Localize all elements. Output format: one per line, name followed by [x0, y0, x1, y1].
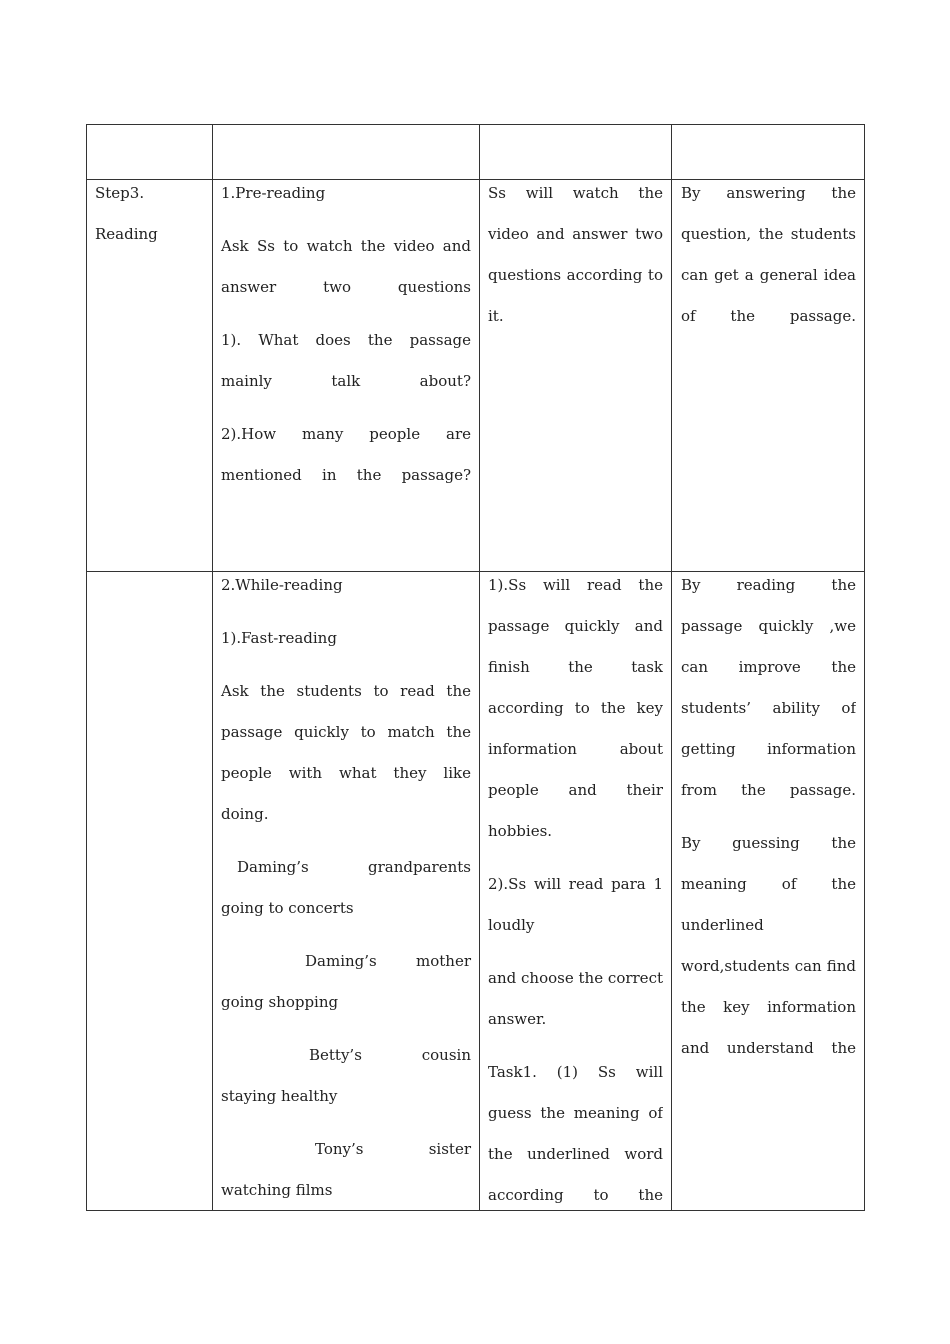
match-hobby: watching films — [221, 1181, 333, 1199]
match-item — [221, 1035, 471, 1117]
step-cell — [95, 173, 203, 255]
match-person: Daming’s grandparents — [237, 858, 471, 876]
column-border-left — [86, 124, 87, 1211]
table-top-border — [86, 124, 865, 125]
purpose-fast-reading: By reading the passage quickly ,we can improve the students’ ability of getting information from the passage. — [681, 576, 856, 799]
match-item — [221, 847, 471, 929]
student-task-2: 2).Ss will read para 1 loudly — [488, 875, 663, 934]
match-person: Betty’s cousin — [309, 1046, 471, 1064]
match-hobby: going shopping — [221, 993, 339, 1011]
match-hobby: staying healthy — [221, 1087, 338, 1105]
column-border-2 — [479, 124, 480, 1211]
purpose-cell-2 — [681, 565, 856, 1210]
match-person: Tony’s sister — [315, 1140, 471, 1158]
column-border-1 — [212, 124, 213, 1211]
fast-reading-instruction: Ask the students to read the passage quickly to match the people with what they like doing. — [221, 682, 471, 823]
pre-reading-instruction: Ask Ss to watch the video and answer two questions — [221, 237, 471, 296]
fast-reading-heading: 1).Fast-reading — [221, 629, 337, 647]
student-task-2-cont: and choose the correct answer. — [488, 969, 663, 1028]
student-task-3: Task1. (1) Ss will guess the meaning of the underlined word according to the — [488, 1063, 663, 1204]
student-activity-text: Ss will watch the video and answer two questions according to it. — [488, 184, 663, 325]
question-1: 1). What does the passage mainly talk about? — [221, 331, 471, 390]
purpose-guessing: By guessing the meaning of the underlined word,students can find the key information and understand the — [681, 834, 856, 1057]
purpose-cell-1 — [681, 173, 856, 349]
question-2: 2).How many people are mentioned in the passage? — [221, 425, 471, 484]
table-bottom-border — [86, 1210, 865, 1211]
purpose-text: By answering the question, the students can get a general idea of the passage. — [681, 184, 856, 325]
step-phase-label: Reading — [95, 225, 158, 243]
student-task-1: 1).Ss will read the passage quickly and finish the task according to the key information about people and their hobbies. — [488, 576, 663, 840]
column-border-3 — [671, 124, 672, 1211]
column-border-right — [864, 124, 865, 1211]
match-item — [221, 941, 471, 1023]
student-activity-cell-2 — [488, 565, 663, 1210]
match-person: Daming’s mother — [305, 952, 471, 970]
student-activity-cell-1 — [488, 173, 663, 349]
match-item — [221, 1129, 471, 1211]
teacher-activity-cell-1 — [221, 173, 471, 508]
while-reading-heading: 2.While-reading — [221, 576, 343, 594]
pre-reading-heading: 1.Pre-reading — [221, 184, 326, 202]
match-hobby: going to concerts — [221, 899, 354, 917]
step-label: Step3. — [95, 184, 145, 202]
teacher-activity-cell-2 — [221, 565, 471, 1223]
